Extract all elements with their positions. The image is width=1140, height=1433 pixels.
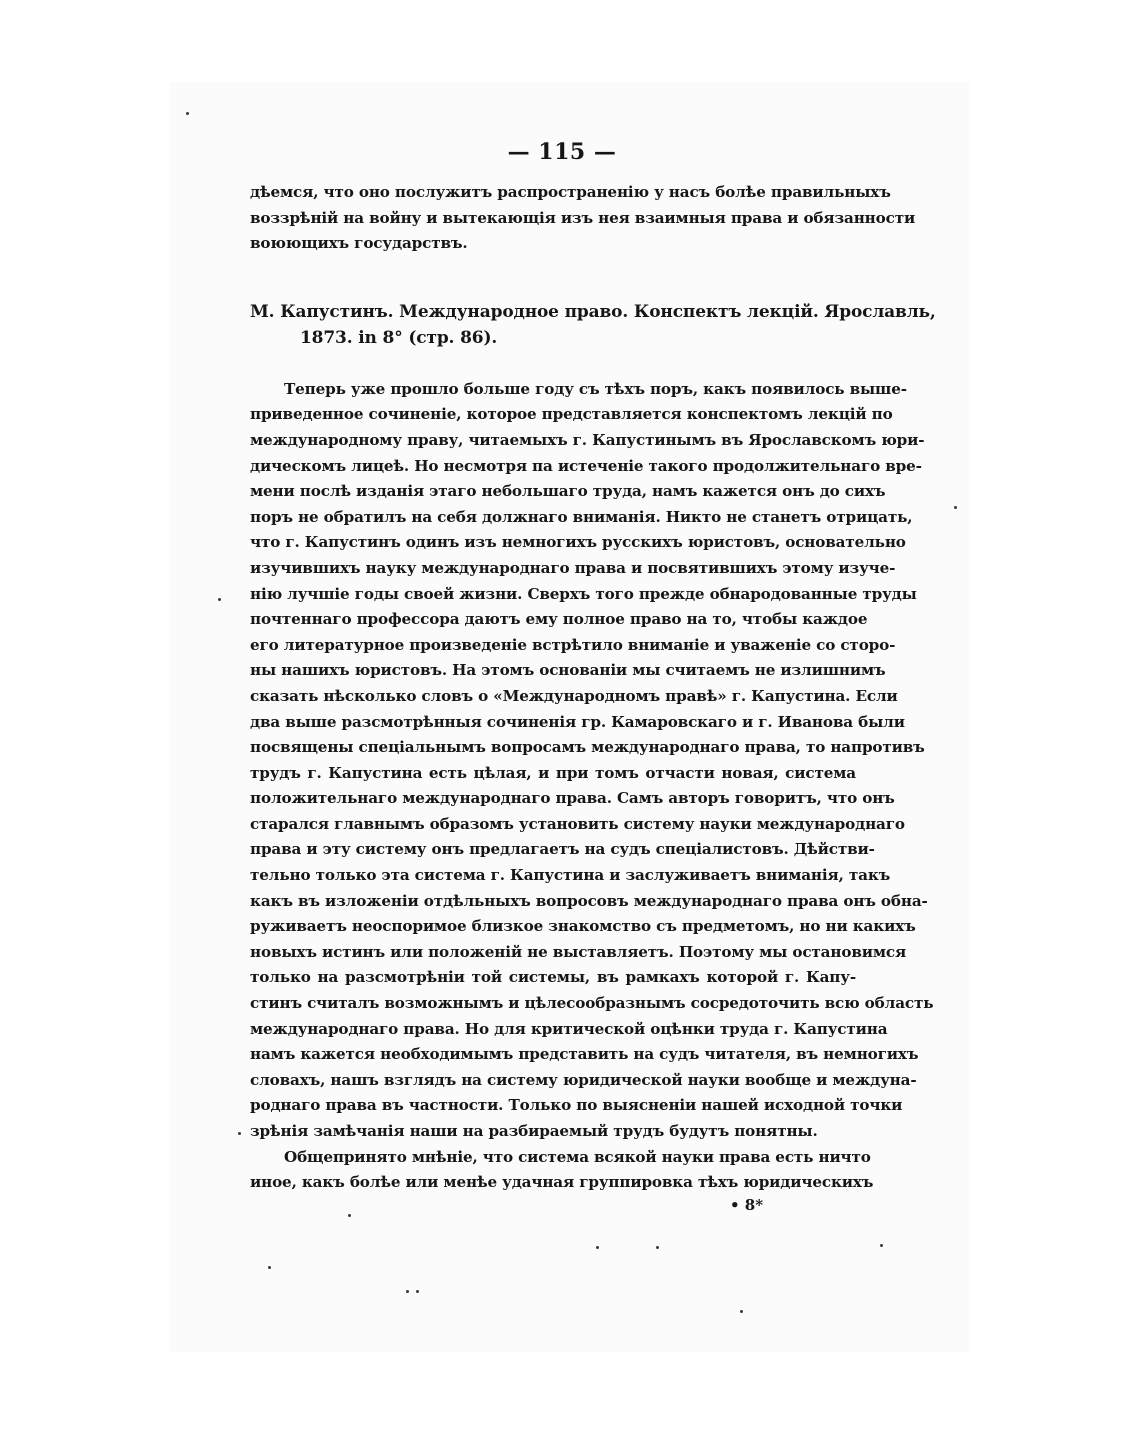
heading-line: М. Капустинъ. Международное право. Конспектъ лекцій. Ярославль, — [250, 301, 936, 322]
scan-speck — [268, 1266, 271, 1269]
text-line: посвящены спеціальнымъ вопросамъ международнаго права, то напротивъ — [250, 738, 925, 757]
scan-speck — [656, 1246, 659, 1249]
text-line: словахъ, нашъ взглядъ на систему юридической науки вообще и междуна- — [250, 1070, 917, 1089]
text-line: международному праву, читаемыхъ г. Капустинымъ въ Ярославскомъ юри- — [250, 430, 925, 449]
text-line: мени послѣ изданія этаго небольшаго труда, намъ кажется онъ до сихъ — [250, 482, 886, 501]
text-line: трудъ г. Капустина есть цѣлая, и при томъ отчасти новая, система — [250, 763, 856, 782]
text-line: воззрѣній на войну и вытекающія изъ нея взаимныя права и обязанности — [250, 208, 916, 227]
text-line: приведенное сочиненіе, которое представляется конспектомъ лекцій по — [250, 405, 893, 424]
text-line: воюющихъ государствъ. — [250, 234, 468, 253]
book-page — [250, 138, 936, 1196]
scan-speck — [186, 112, 189, 115]
body-paragraph-2 — [250, 1145, 874, 1196]
text-line: зрѣнія замѣчанія наши на разбираемый трудъ будутъ понятны. — [250, 1122, 818, 1140]
text-line: дическомъ лицеѣ. Но несмотря па истеченіе такого продолжительнаго вре- — [250, 456, 922, 475]
text-line: Теперь уже прошло больше году съ тѣхъ поръ, какъ появилось выше- — [284, 379, 907, 398]
text-line: права и эту систему онъ предлагаетъ на судъ спеціалистовъ. Дѣйстви- — [250, 840, 875, 859]
text-line: почтеннаго профессора даютъ ему полное право на то, чтобы каждое — [250, 610, 868, 629]
text-line: нію лучшіе годы своей жизни. Сверхъ того прежде обнародованные труды — [250, 584, 917, 603]
printer-signature-mark: • 8* — [730, 1196, 764, 1214]
scan-speck — [596, 1246, 599, 1249]
page-number: — 115 — — [507, 139, 617, 165]
scan-speck — [740, 1310, 743, 1313]
text-line: тельно только эта система г. Капустина и заслуживаетъ вниманія, такъ — [250, 866, 891, 885]
text-line: сказать нѣсколько словъ о «Международномъ правѣ» г. Капустина. Если — [250, 686, 898, 705]
body-paragraph-1 — [250, 377, 934, 1145]
scan-speck — [348, 1214, 351, 1217]
text-line: старался главнымъ образомъ установить систему науки международнаго — [250, 814, 905, 833]
text-line: руживаетъ неоспоримое близкое знакомство съ предметомъ, но ни какихъ — [250, 917, 916, 936]
scan-speck — [954, 506, 957, 509]
text-line: намъ кажется необходимымъ представить на судъ читателя, въ немногихъ — [250, 1045, 919, 1064]
text-line: стинъ считалъ возможнымъ и цѣлесообразнымъ сосредоточить всю область — [250, 994, 934, 1013]
scan-speck — [416, 1290, 419, 1293]
text-line: ны нашихъ юристовъ. На этомъ основаніи мы считаемъ не излишнимъ — [250, 661, 886, 680]
intro-paragraph — [250, 180, 916, 257]
text-line: какъ въ изложеніи отдѣльныхъ вопросовъ международнаго права онъ обна- — [250, 891, 928, 910]
text-line: что г. Капустинъ одинъ изъ немногихъ русскихъ юристовъ, основательно — [250, 533, 906, 552]
text-line: только на разсмотрѣніи той системы, въ рамкахъ которой г. Капу- — [250, 968, 856, 987]
text-line: его литературное произведеніе встрѣтило вниманіе и уваженіе со сторо- — [250, 635, 896, 654]
text-line: положительнаго международнаго права. Самъ авторъ говоритъ, что онъ — [250, 789, 895, 808]
text-line: иное, какъ болѣе или менѣе удачная группировка тѣхъ юридическихъ — [250, 1173, 874, 1192]
scan-speck — [406, 1290, 409, 1293]
text-line: новыхъ истинъ или положеній не выставляетъ. Поэтому мы остановимся — [250, 942, 907, 961]
review-heading — [250, 299, 936, 351]
text-line: роднаго права въ частности. Только по выясненіи нашей исходной точки — [250, 1096, 903, 1115]
text-line: поръ не обратилъ на себя должнаго вниманія. Никто не станетъ отрицать, — [250, 507, 913, 526]
text-line: международнаго права. Но для критической оцѣнки труда г. Капустина — [250, 1019, 888, 1038]
scan-speck — [238, 1132, 241, 1135]
scan-speck — [218, 598, 221, 601]
heading-line: 1873. in 8° (стр. 86). — [300, 327, 498, 348]
text-line: Общепринято мнѣніе, что система всякой науки права есть ничто — [284, 1147, 871, 1166]
text-line: изучившихъ науку международнаго права и посвятившихъ этому изуче- — [250, 558, 896, 577]
text-line: два выше разсмотрѣнныя сочиненія гр. Камаровскаго и г. Иванова были — [250, 712, 905, 731]
scan-speck — [880, 1244, 883, 1247]
text-line: дѣемся, что оно послужитъ распространенію у насъ болѣе правильныхъ — [250, 183, 891, 201]
